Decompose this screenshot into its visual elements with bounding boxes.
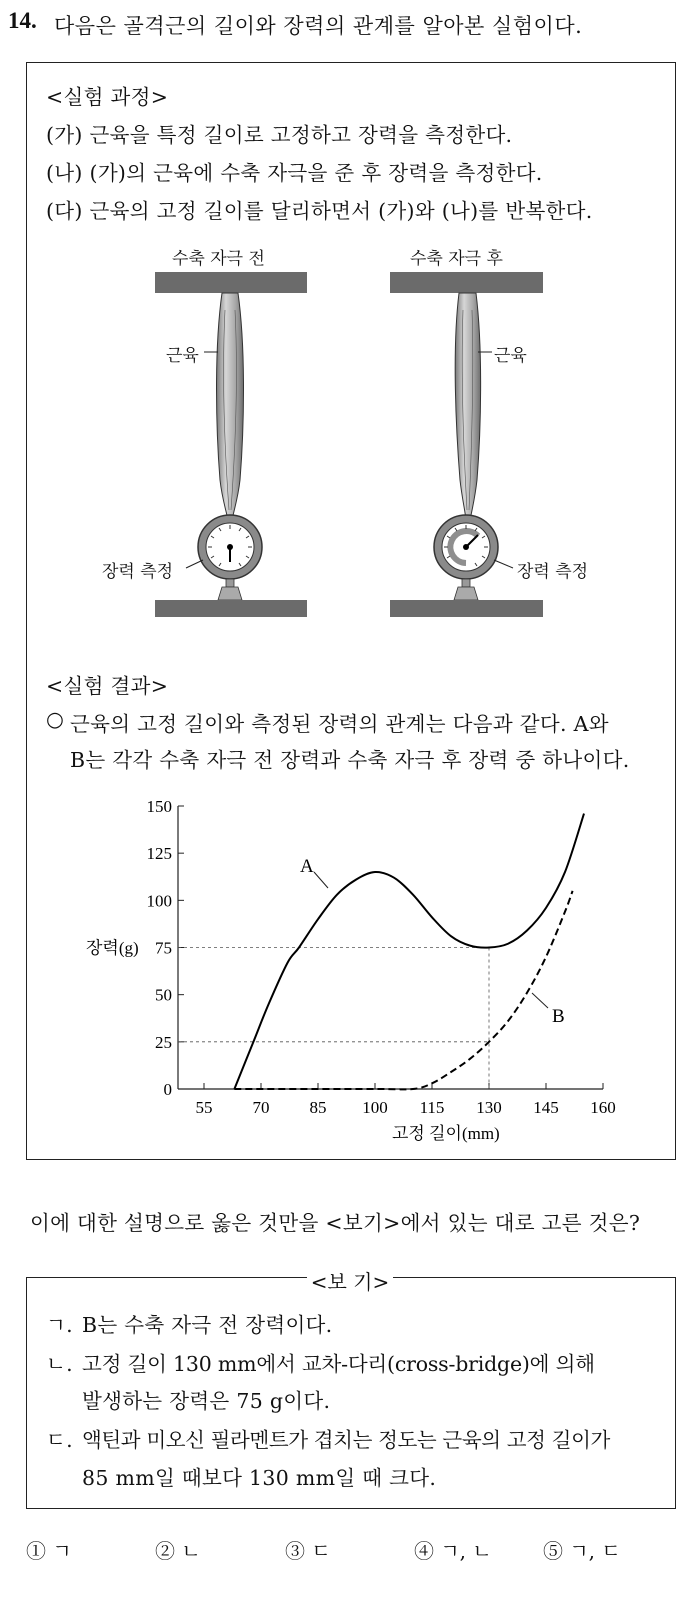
- series-b-leader: [532, 993, 548, 1008]
- right-figure-title: 수축 자극 후: [410, 249, 503, 269]
- result-line-1: 근육의 고정 길이와 측정된 장력의 관계는 다음과 같다. A와: [70, 712, 609, 736]
- choice-2[interactable]: ② ㄴ: [155, 1539, 201, 1563]
- series-b-line: [234, 891, 572, 1090]
- series-b-label: B: [552, 1006, 565, 1027]
- bogi-item-3-line-2: 85 mm일 때보다 130 mm일 때 크다.: [82, 1466, 437, 1490]
- x-tick-label: 145: [533, 1098, 559, 1117]
- process-step-2: (나) (가)의 근육에 수축 자극을 준 후 장력을 측정한다.: [46, 161, 543, 185]
- question-number: 14.: [8, 8, 37, 33]
- question-prompt: 이에 대한 설명으로 옳은 것만을 <보기>에서 있는 대로 고른 것은?: [30, 1211, 641, 1235]
- result-line-2: B는 각각 수축 자극 전 장력과 수축 자극 후 장력 중 하나이다.: [70, 748, 630, 772]
- bogi-title: <보 기>: [307, 1270, 394, 1294]
- y-tick-label: 0: [163, 1080, 172, 1099]
- x-tick-label: 115: [419, 1098, 445, 1117]
- y-tick-label: 125: [146, 844, 172, 864]
- choice-1[interactable]: ① ㄱ: [26, 1539, 72, 1563]
- x-tick-label: 130: [476, 1098, 502, 1117]
- y-axis-label: 장력(g): [86, 938, 139, 958]
- x-tick-label: 100: [362, 1098, 388, 1117]
- y-tick-label: 150: [146, 797, 172, 816]
- choice-3[interactable]: ③ ㄷ: [285, 1539, 331, 1563]
- bogi-mark-1: ㄱ.: [46, 1313, 73, 1337]
- x-tick-label: 55: [195, 1098, 213, 1117]
- series-a-label: A: [300, 856, 314, 877]
- bogi-item-3-line-1: 액틴과 미오신 필라멘트가 겹치는 정도는 근육의 고정 길이가: [82, 1428, 610, 1452]
- process-heading: <실험 과정>: [46, 85, 169, 109]
- x-tick-label: 160: [590, 1098, 616, 1117]
- left-figure-title: 수축 자극 전: [172, 249, 265, 269]
- bogi-item-2-line-2: 발생하는 장력은 75 g이다.: [82, 1389, 331, 1413]
- y-tick-label: 25: [155, 1032, 172, 1052]
- y-tick-label: 75: [155, 938, 172, 958]
- question-text: 다음은 골격근의 길이와 장력의 관계를 알아본 실험이다.: [54, 14, 583, 38]
- y-tick-label: 100: [146, 891, 172, 911]
- series-a-line: [234, 814, 584, 1089]
- series-a-leader: [314, 872, 328, 888]
- bogi-item-2-line-1: 고정 길이 130 mm에서 교차-다리(cross-bridge)에 의해: [82, 1352, 595, 1376]
- x-tick-label: 85: [309, 1098, 327, 1117]
- bogi-item-1: B는 수축 자극 전 장력이다.: [82, 1313, 333, 1337]
- bogi-mark-2: ㄴ.: [46, 1352, 73, 1376]
- process-step-1: (가) 근육을 특정 길이로 고정하고 장력을 측정한다.: [46, 123, 513, 147]
- result-heading: <실험 결과>: [46, 674, 169, 698]
- left-gauge-label: 장력 측정: [102, 562, 174, 582]
- choice-4[interactable]: ④ ㄱ, ㄴ: [414, 1539, 492, 1563]
- bogi-mark-3: ㄷ.: [46, 1428, 73, 1452]
- process-step-3: (다) 근육의 고정 길이를 달리하면서 (가)와 (나)를 반복한다.: [46, 199, 593, 223]
- result-bullet: ○: [46, 707, 65, 731]
- y-tick-label: 50: [155, 985, 172, 1005]
- x-axis-label: 고정 길이(mm): [392, 1124, 500, 1143]
- choice-5[interactable]: ⑤ ㄱ, ㄷ: [543, 1539, 621, 1563]
- x-tick-label: 70: [252, 1098, 270, 1117]
- right-gauge-label: 장력 측정: [517, 562, 589, 582]
- left-muscle-label: 근육: [166, 346, 199, 366]
- right-muscle-label: 근육: [494, 346, 527, 366]
- bogi-title-wrap: [0, 1266, 700, 1295]
